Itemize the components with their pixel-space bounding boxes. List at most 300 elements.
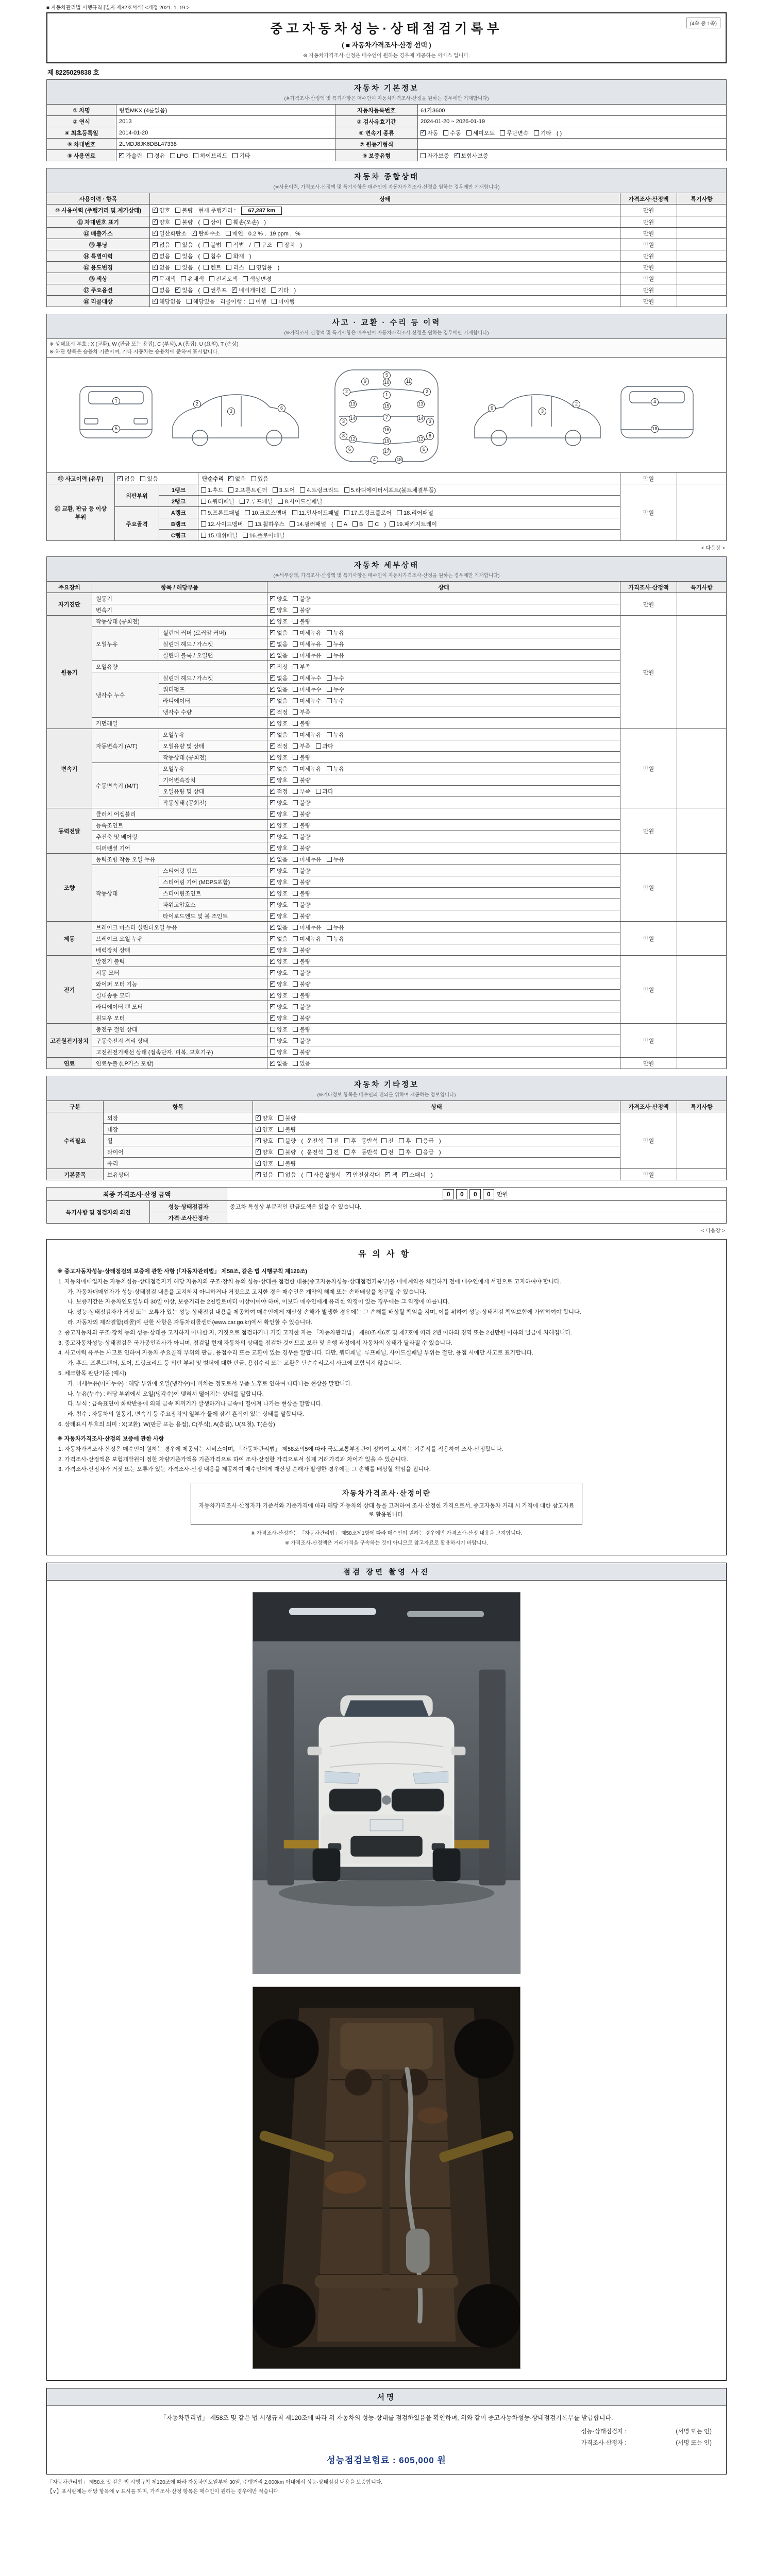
checkbox[interactable]: [327, 641, 332, 647]
check-option[interactable]: 불량: [293, 1027, 310, 1033]
checkbox[interactable]: [344, 1149, 349, 1155]
checkbox[interactable]: [270, 891, 275, 896]
checkbox[interactable]: [201, 510, 206, 515]
check-option[interactable]: 불량: [293, 755, 310, 761]
checkbox[interactable]: [293, 675, 298, 681]
check-option[interactable]: 미세누유: [293, 641, 322, 648]
check-option[interactable]: 미세누유: [293, 925, 322, 931]
checkbox[interactable]: [270, 947, 275, 953]
checkbox[interactable]: [271, 287, 276, 293]
checkbox[interactable]: [270, 619, 275, 624]
check-option[interactable]: 누유: [327, 630, 344, 636]
checkbox[interactable]: [381, 1138, 386, 1143]
check-option[interactable]: ✓ 양호: [270, 845, 288, 852]
checkbox[interactable]: [327, 1149, 332, 1155]
check-option[interactable]: ✓ 양호: [256, 1138, 273, 1144]
checkbox[interactable]: [175, 242, 180, 247]
checkbox[interactable]: [293, 981, 298, 987]
checkbox[interactable]: [270, 902, 275, 907]
checkbox[interactable]: [270, 721, 275, 726]
checkbox[interactable]: [278, 1161, 283, 1166]
checkbox[interactable]: [455, 153, 460, 158]
checkbox[interactable]: [270, 777, 275, 783]
check-option[interactable]: ✓ 양호: [270, 777, 288, 784]
checkbox[interactable]: [153, 276, 158, 281]
check-option[interactable]: ✓ 양호: [270, 959, 288, 965]
check-option[interactable]: ✓ 일산화탄소: [153, 231, 187, 237]
checkbox[interactable]: [293, 970, 298, 975]
checkbox[interactable]: [226, 219, 231, 225]
check-option[interactable]: ✓ 없음: [270, 641, 288, 648]
check-option[interactable]: ✓ 양호: [270, 755, 288, 761]
checkbox[interactable]: [402, 1172, 408, 1177]
check-option[interactable]: 3.도어: [273, 487, 295, 494]
check-option[interactable]: ✓ 양호: [270, 823, 288, 829]
check-option[interactable]: 썬루프: [204, 287, 227, 294]
check-option[interactable]: 수동: [443, 130, 461, 137]
check-option[interactable]: ✓ 양호: [270, 800, 288, 806]
check-option[interactable]: 불량: [293, 1015, 310, 1022]
checkbox[interactable]: [209, 276, 214, 281]
checkbox[interactable]: [256, 1115, 261, 1121]
checkbox[interactable]: [293, 902, 298, 907]
checkbox[interactable]: [327, 653, 332, 658]
checkbox[interactable]: [500, 130, 505, 135]
checkbox[interactable]: [443, 130, 448, 135]
check-option[interactable]: 후: [399, 1138, 411, 1144]
checkbox[interactable]: [293, 1049, 298, 1055]
checkbox[interactable]: [270, 732, 275, 737]
check-option[interactable]: 9.프론트패널: [201, 510, 240, 516]
check-option[interactable]: 있음: [175, 253, 193, 260]
checkbox[interactable]: [248, 521, 253, 527]
checkbox[interactable]: [255, 242, 260, 247]
check-option[interactable]: 미세누수: [293, 687, 322, 693]
check-option[interactable]: ✓ 네비게이션: [232, 287, 266, 294]
check-option[interactable]: 불량: [175, 219, 193, 226]
checkbox[interactable]: [278, 499, 283, 504]
checkbox[interactable]: [416, 1149, 422, 1155]
checkbox[interactable]: [327, 857, 332, 862]
checkbox[interactable]: [316, 743, 321, 749]
checkbox[interactable]: [201, 499, 206, 504]
checkbox[interactable]: [385, 1172, 390, 1177]
checkbox[interactable]: [337, 521, 342, 527]
checkbox[interactable]: [249, 265, 255, 270]
checkbox[interactable]: [346, 1172, 351, 1177]
check-option[interactable]: 누수: [327, 698, 344, 704]
check-option[interactable]: 미세누수: [293, 675, 322, 682]
checkbox[interactable]: [117, 476, 123, 481]
check-option[interactable]: 전: [327, 1138, 339, 1144]
check-option[interactable]: 불량: [293, 721, 310, 727]
checkbox[interactable]: [153, 299, 158, 304]
check-option[interactable]: 불량: [293, 981, 310, 988]
checkbox[interactable]: [270, 936, 275, 941]
checkbox[interactable]: [344, 1138, 349, 1143]
check-option[interactable]: 있음: [293, 1061, 310, 1067]
checkbox[interactable]: [256, 1172, 261, 1177]
check-option[interactable]: C: [368, 521, 379, 528]
checkbox[interactable]: [293, 777, 298, 783]
check-option[interactable]: ✓ 스패너: [402, 1172, 426, 1178]
checkbox[interactable]: [273, 487, 278, 493]
check-option[interactable]: 후: [344, 1138, 357, 1144]
checkbox[interactable]: [277, 242, 282, 247]
check-option[interactable]: ✓ 양호: [153, 219, 170, 226]
checkbox[interactable]: [293, 993, 298, 998]
checkbox[interactable]: [181, 276, 186, 281]
checkbox[interactable]: [204, 219, 209, 225]
checkbox[interactable]: [270, 709, 275, 715]
check-option[interactable]: 양호: [270, 1038, 288, 1044]
check-option[interactable]: ✓ 양호: [270, 902, 288, 908]
checkbox[interactable]: [278, 1172, 283, 1177]
check-option[interactable]: ✓ 양호: [270, 879, 288, 886]
check-option[interactable]: ✓ 양호: [270, 868, 288, 874]
check-option[interactable]: ✓ 없음: [270, 857, 288, 863]
check-option[interactable]: 전체도색: [209, 276, 238, 282]
checkbox[interactable]: [249, 299, 254, 304]
check-option[interactable]: ✓ 무채색: [153, 276, 176, 282]
checkbox[interactable]: [270, 1004, 275, 1009]
check-option[interactable]: 기타: [534, 130, 551, 137]
check-option[interactable]: ✓ 양호: [270, 596, 288, 602]
check-option[interactable]: 화재: [226, 253, 244, 260]
checkbox[interactable]: [293, 1038, 298, 1043]
check-option[interactable]: ✓ 양호: [270, 834, 288, 840]
checkbox[interactable]: [256, 1138, 261, 1143]
check-option[interactable]: 전: [381, 1138, 394, 1144]
check-option[interactable]: 불량: [293, 811, 310, 818]
checkbox[interactable]: [270, 743, 275, 749]
check-option[interactable]: 불량: [293, 993, 310, 999]
check-option[interactable]: 자가보증: [421, 153, 449, 159]
check-option[interactable]: ✓ 양호: [256, 1149, 273, 1156]
checkbox[interactable]: [293, 936, 298, 941]
check-option[interactable]: 13.휠하우스: [248, 521, 284, 528]
checkbox[interactable]: [226, 265, 231, 270]
check-option[interactable]: ✓ 없음: [270, 766, 288, 772]
checkbox[interactable]: [193, 153, 198, 158]
checkbox[interactable]: [226, 242, 231, 247]
checkbox[interactable]: [201, 521, 206, 527]
check-option[interactable]: 12.사이드멤버: [201, 521, 243, 528]
checkbox[interactable]: [293, 596, 298, 601]
checkbox[interactable]: [243, 533, 248, 538]
checkbox[interactable]: [293, 630, 298, 635]
check-option[interactable]: 응급: [416, 1138, 434, 1144]
check-option[interactable]: 1.후드: [201, 487, 223, 494]
checkbox[interactable]: [416, 1138, 422, 1143]
checkbox[interactable]: [270, 857, 275, 862]
check-option[interactable]: 불량: [293, 891, 310, 897]
check-option[interactable]: ✓ 없음: [270, 698, 288, 704]
checkbox[interactable]: [293, 1015, 298, 1021]
check-option[interactable]: 누유: [327, 653, 344, 659]
checkbox[interactable]: [399, 1138, 404, 1143]
check-option[interactable]: 불량: [278, 1115, 296, 1122]
check-option[interactable]: 14.필러패널: [290, 521, 326, 528]
checkbox[interactable]: [316, 789, 321, 794]
checkbox[interactable]: [270, 698, 275, 703]
check-option[interactable]: 기타: [232, 153, 250, 159]
checkbox[interactable]: [390, 521, 395, 527]
checkbox[interactable]: [327, 936, 332, 941]
check-option[interactable]: 없음: [278, 1172, 296, 1178]
check-option[interactable]: ✓ 없음: [153, 265, 170, 271]
checkbox[interactable]: [327, 1138, 332, 1143]
checkbox[interactable]: [327, 675, 332, 681]
check-option[interactable]: 이행: [249, 299, 266, 305]
check-option[interactable]: 구조: [255, 242, 272, 248]
checkbox[interactable]: [228, 476, 233, 481]
check-option[interactable]: ✓ 없음: [270, 687, 288, 693]
checkbox[interactable]: [270, 834, 275, 839]
checkbox[interactable]: [293, 800, 298, 805]
check-option[interactable]: 불량: [293, 834, 310, 840]
check-option[interactable]: 불량: [293, 947, 310, 954]
check-option[interactable]: ✓ 해당없음: [153, 299, 181, 305]
check-option[interactable]: ✓ 양호: [270, 1015, 288, 1022]
check-option[interactable]: 미세누유: [293, 766, 322, 772]
check-option[interactable]: 7.루프패널: [240, 499, 273, 505]
checkbox[interactable]: [292, 510, 297, 515]
check-option[interactable]: ✓ 양호: [270, 607, 288, 614]
checkbox[interactable]: [534, 130, 539, 135]
check-option[interactable]: ✓ 없음: [270, 675, 288, 682]
checkbox[interactable]: [270, 1015, 275, 1021]
check-option[interactable]: 색상변경: [243, 276, 272, 282]
checkbox[interactable]: [327, 698, 332, 703]
checkbox[interactable]: [175, 287, 180, 293]
check-option[interactable]: ✓ 없음: [228, 476, 246, 482]
check-option[interactable]: 미세누유: [293, 857, 322, 863]
check-option[interactable]: 2.프론트펜더: [228, 487, 267, 494]
check-option[interactable]: ✓ 없음: [153, 242, 170, 248]
checkbox[interactable]: [270, 868, 275, 873]
checkbox[interactable]: [153, 287, 158, 293]
checkbox[interactable]: [170, 153, 175, 158]
checkbox[interactable]: [381, 1149, 386, 1155]
checkbox[interactable]: [278, 1115, 283, 1121]
check-option[interactable]: 미세누유: [293, 653, 322, 659]
checkbox[interactable]: [293, 721, 298, 726]
checkbox[interactable]: [293, 959, 298, 964]
checkbox[interactable]: [270, 766, 275, 771]
check-option[interactable]: 불량: [293, 1038, 310, 1044]
checkbox[interactable]: [293, 743, 298, 749]
checkbox[interactable]: [300, 487, 305, 493]
check-option[interactable]: 세미오토: [466, 130, 495, 137]
check-option[interactable]: ✓ 없음: [270, 653, 288, 659]
check-option[interactable]: 누유: [327, 766, 344, 772]
checkbox[interactable]: [175, 265, 180, 270]
checkbox[interactable]: [293, 709, 298, 715]
checkbox[interactable]: [293, 1027, 298, 1032]
checkbox[interactable]: [270, 789, 275, 794]
check-option[interactable]: ✓ 없음: [153, 253, 170, 260]
checkbox[interactable]: [399, 1149, 404, 1155]
checkbox[interactable]: [270, 925, 275, 930]
checkbox[interactable]: [175, 219, 180, 225]
check-option[interactable]: 18.리어패널: [397, 510, 433, 516]
check-option[interactable]: 17.트렁크플로어: [344, 510, 392, 516]
checkbox[interactable]: [270, 800, 275, 805]
check-option[interactable]: 전: [381, 1149, 394, 1156]
checkbox[interactable]: [421, 153, 426, 158]
check-option[interactable]: LPG: [170, 153, 188, 159]
checkbox[interactable]: [278, 1138, 283, 1143]
checkbox[interactable]: [270, 755, 275, 760]
check-option[interactable]: 15.대쉬패널: [201, 533, 238, 539]
check-option[interactable]: ✓ 적정: [270, 709, 288, 716]
check-option[interactable]: ✓ 없음: [117, 476, 135, 482]
checkbox[interactable]: [327, 630, 332, 635]
check-option[interactable]: 있음: [175, 242, 193, 248]
checkbox[interactable]: [270, 675, 275, 681]
checkbox[interactable]: [270, 970, 275, 975]
checkbox[interactable]: [256, 1161, 261, 1166]
checkbox[interactable]: [293, 664, 298, 669]
check-option[interactable]: ✓ 있음: [256, 1172, 273, 1178]
check-option[interactable]: 미세누유: [293, 732, 322, 738]
checkbox[interactable]: [293, 1061, 298, 1066]
checkbox[interactable]: [204, 242, 209, 247]
check-option[interactable]: ✓ 양호: [270, 811, 288, 818]
checkbox[interactable]: [140, 476, 145, 481]
checkbox[interactable]: [153, 253, 158, 259]
check-option[interactable]: 6.쿼터패널: [201, 499, 234, 505]
checkbox[interactable]: [293, 811, 298, 817]
checkbox[interactable]: [270, 811, 275, 817]
check-option[interactable]: 상이: [204, 219, 221, 226]
check-option[interactable]: 있음: [251, 476, 268, 482]
check-option[interactable]: 과다: [316, 789, 333, 795]
checkbox[interactable]: [232, 287, 237, 293]
checkbox[interactable]: [187, 299, 192, 304]
check-option[interactable]: 응급: [416, 1149, 434, 1156]
check-option[interactable]: 없음: [153, 287, 170, 294]
check-option[interactable]: ✓ 안전삼각대: [346, 1172, 380, 1178]
checkbox[interactable]: [147, 153, 153, 158]
check-option[interactable]: 부족: [293, 664, 310, 670]
checkbox[interactable]: [293, 687, 298, 692]
checkbox[interactable]: [153, 265, 158, 270]
checkbox[interactable]: [293, 845, 298, 851]
check-option[interactable]: ✓ 없음: [270, 630, 288, 636]
check-option[interactable]: ✓ 없음: [270, 732, 288, 738]
checkbox[interactable]: [397, 510, 402, 515]
checkbox[interactable]: [204, 253, 209, 259]
check-option[interactable]: ✓ 양호: [270, 1004, 288, 1010]
check-option[interactable]: 불량: [278, 1138, 296, 1144]
checkbox[interactable]: [270, 653, 275, 658]
checkbox[interactable]: [293, 913, 298, 919]
check-option[interactable]: ✓ 양호: [256, 1161, 273, 1167]
checkbox[interactable]: [270, 664, 275, 669]
check-option[interactable]: ✓ 있음: [175, 287, 193, 294]
checkbox[interactable]: [201, 487, 206, 493]
checkbox[interactable]: [293, 857, 298, 862]
checkbox[interactable]: [327, 732, 332, 737]
check-option[interactable]: 있음: [175, 265, 193, 271]
check-option[interactable]: ✓ 탄화수소: [192, 231, 221, 237]
check-option[interactable]: 훼손(오손): [226, 219, 259, 226]
checkbox[interactable]: [232, 153, 238, 158]
check-option[interactable]: 기타: [271, 287, 289, 294]
checkbox[interactable]: [270, 1061, 275, 1066]
checkbox[interactable]: [293, 698, 298, 703]
checkbox[interactable]: [153, 208, 158, 213]
check-option[interactable]: 불량: [293, 959, 310, 965]
check-option[interactable]: ✓ 양호: [270, 970, 288, 976]
check-option[interactable]: 매연: [226, 231, 243, 237]
check-option[interactable]: 후: [344, 1149, 357, 1156]
checkbox[interactable]: [243, 276, 248, 281]
check-option[interactable]: 영업용: [249, 265, 273, 271]
checkbox[interactable]: [270, 993, 275, 998]
checkbox[interactable]: [256, 1149, 261, 1155]
check-option[interactable]: ✓ 양호: [270, 993, 288, 999]
checkbox[interactable]: [228, 487, 233, 493]
checkbox[interactable]: [352, 521, 358, 527]
checkbox[interactable]: [270, 879, 275, 885]
checkbox[interactable]: [278, 1149, 283, 1155]
checkbox[interactable]: [270, 607, 275, 613]
check-option[interactable]: 불량: [293, 845, 310, 852]
checkbox[interactable]: [270, 981, 275, 987]
check-option[interactable]: 11.인사이드패널: [292, 510, 339, 516]
check-option[interactable]: 누유: [327, 857, 344, 863]
check-option[interactable]: 불량: [175, 208, 193, 214]
check-option[interactable]: 미세누유: [293, 936, 322, 942]
checkbox[interactable]: [293, 641, 298, 647]
checkbox[interactable]: [293, 755, 298, 760]
check-option[interactable]: ✓ 양호: [270, 619, 288, 625]
checkbox[interactable]: [327, 766, 332, 771]
checkbox[interactable]: [293, 1004, 298, 1009]
check-option[interactable]: ✓ 양호: [270, 913, 288, 920]
check-option[interactable]: ✓ 적정: [270, 743, 288, 750]
checkbox[interactable]: [272, 299, 277, 304]
checkbox[interactable]: [119, 153, 124, 158]
check-option[interactable]: 불량: [293, 913, 310, 920]
checkbox[interactable]: [293, 879, 298, 885]
check-option[interactable]: ✓ 양호: [270, 981, 288, 988]
check-option[interactable]: 미세누유: [293, 630, 322, 636]
checkbox[interactable]: [270, 641, 275, 647]
checkbox[interactable]: [293, 823, 298, 828]
check-option[interactable]: 전: [327, 1149, 339, 1156]
checkbox[interactable]: [270, 630, 275, 635]
checkbox[interactable]: [175, 208, 180, 213]
check-option[interactable]: A: [337, 521, 347, 528]
checkbox[interactable]: [204, 287, 209, 293]
check-option[interactable]: 누유: [327, 641, 344, 648]
checkbox[interactable]: [344, 487, 349, 493]
check-option[interactable]: ✓ 양호: [256, 1127, 273, 1133]
check-option[interactable]: 있음: [140, 476, 158, 482]
check-option[interactable]: 누수: [327, 687, 344, 693]
check-option[interactable]: 불량: [293, 902, 310, 908]
check-option[interactable]: 미이행: [272, 299, 295, 305]
checkbox[interactable]: [327, 687, 332, 692]
check-option[interactable]: 불량: [293, 868, 310, 874]
check-option[interactable]: ✓ 없음: [270, 1061, 288, 1067]
check-option[interactable]: 4.트렁크리드: [300, 487, 339, 494]
checkbox[interactable]: [293, 732, 298, 737]
